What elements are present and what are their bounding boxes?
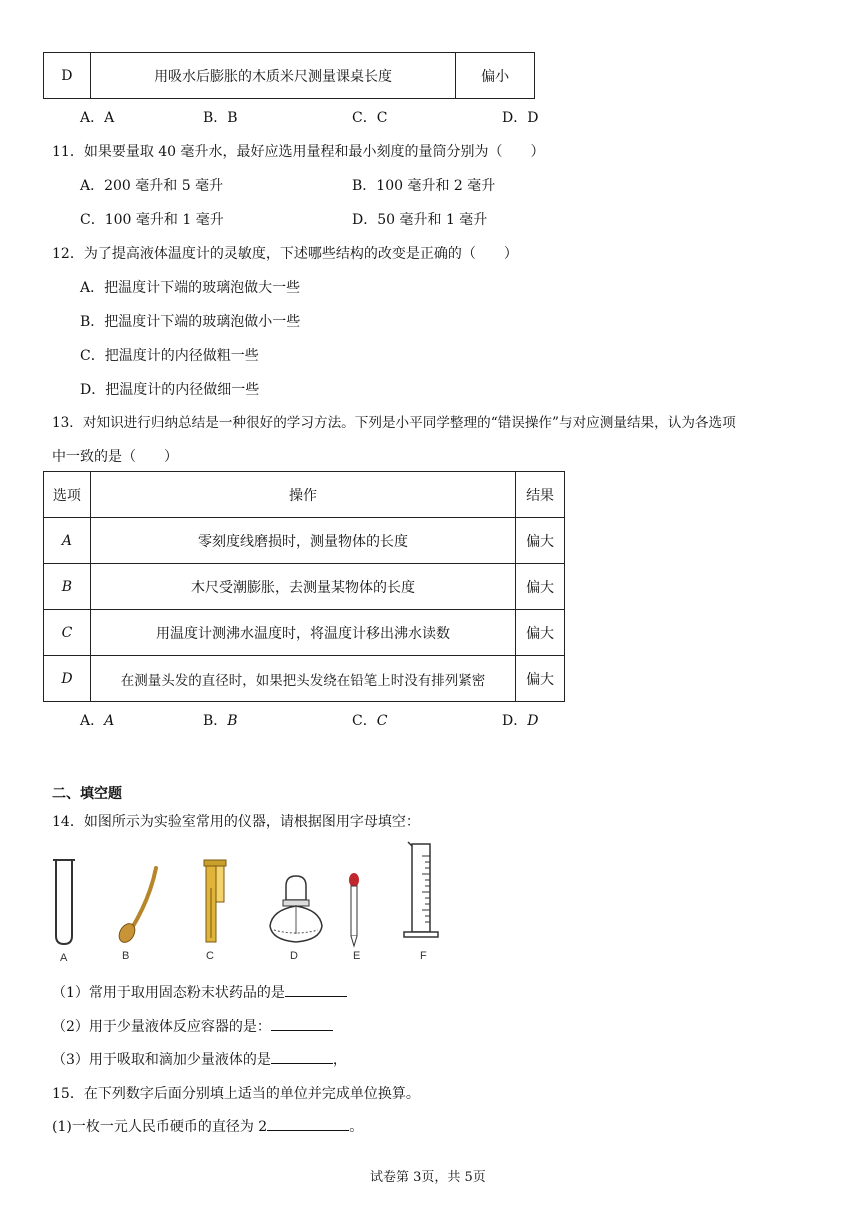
q14-sub3-text: （3）用于吸取和滴加少量液体的是 xyxy=(52,1052,271,1068)
q11-stem: 11．如果要量取 40 毫升水，最好应选用量程和最小刻度的量筒分别为（ ） xyxy=(52,144,545,160)
q14-stem: 14．如图所示为实验室常用的仪器，请根据图用字母填空： xyxy=(52,814,420,830)
q13-stem-line2: 中一致的是（ ） xyxy=(52,449,178,465)
q14-sub3-blank[interactable] xyxy=(271,1049,333,1064)
q14-sub2-text: （2）用于少量液体反应容器的是： xyxy=(52,1019,271,1035)
q12-choice-b[interactable]: B．把温度计下端的玻璃泡做小一些 xyxy=(80,314,301,330)
q15-sub1-tail: 。 xyxy=(349,1119,364,1135)
q12-choice-d[interactable]: D．把温度计的内径做细一些 xyxy=(80,382,260,398)
instrument-label-f: F xyxy=(420,950,427,962)
q13-row-d-option: D xyxy=(44,656,91,702)
table-row xyxy=(44,564,565,610)
q11-choice-c[interactable]: C．100 毫升和 1 毫升 xyxy=(80,212,224,228)
q13-choice-d-prefix: D． xyxy=(502,713,528,729)
page-footer: 试卷第 3页，共 5页 xyxy=(370,1170,486,1185)
tube-clamp-icon xyxy=(204,860,226,942)
instrument-label-b: B xyxy=(122,950,130,962)
q13-stem-line1: 13．对知识进行归纳总结是一种很好的学习方法。下列是小平同学整理的“错误操作”与对应测量结果，认为各选项 xyxy=(52,415,736,431)
q14-sub1 xyxy=(52,982,347,1002)
q13-header-result: 结果 xyxy=(516,472,565,518)
q10-choice-d[interactable]: D．D xyxy=(502,110,539,126)
q14-sub2 xyxy=(52,1016,333,1036)
q14-sub2-blank[interactable] xyxy=(271,1016,333,1031)
top-table xyxy=(43,52,535,99)
q13-choice-b-letter: B xyxy=(227,713,238,729)
section-title: 二、填空题 xyxy=(52,786,122,802)
q13-row-a-option: A xyxy=(44,518,91,564)
table-row xyxy=(44,610,565,656)
q13-row-b-option: B xyxy=(44,564,91,610)
instruments-figure xyxy=(40,838,460,968)
q13-row-c-option: C xyxy=(44,610,91,656)
instrument-label-e: E xyxy=(353,950,361,962)
test-tube-icon xyxy=(53,860,75,944)
q13-header-option: 选项 xyxy=(44,472,91,518)
table-row xyxy=(44,518,565,564)
q12-choice-c[interactable]: C．把温度计的内径做粗一些 xyxy=(80,348,259,364)
q10-choice-b[interactable]: B．B xyxy=(203,110,238,126)
q13-choice-c-letter: C xyxy=(376,713,388,729)
q14-sub1-text: （1）常用于取用固态粉末状药品的是 xyxy=(52,985,285,1001)
q13-choice-a-letter: A xyxy=(104,713,115,729)
instrument-label-c: C xyxy=(206,950,214,962)
spoon-icon xyxy=(116,868,156,945)
q13-header-operation: 操作 xyxy=(90,472,515,518)
q14-sub3-tail: ， xyxy=(332,1052,347,1068)
q13-row-a-result: 偏大 xyxy=(516,518,565,564)
q15-sub1-text: (1)一枚一元人民币硬币的直径为 2 xyxy=(52,1119,268,1135)
q13-row-c-operation: 用温度计测沸水温度时，将温度计移出沸水读数 xyxy=(90,610,515,656)
top-table-result: 偏小 xyxy=(456,53,535,99)
q13-row-d-result: 偏大 xyxy=(516,656,565,702)
q15-stem: 15．在下列数字后面分别填上适当的单位并完成单位换算。 xyxy=(52,1086,420,1102)
q13-choice-d[interactable] xyxy=(502,710,538,730)
q15-sub1 xyxy=(52,1116,363,1136)
q13-choice-a-prefix: A． xyxy=(80,713,105,729)
q12-choice-a[interactable]: A．把温度计下端的玻璃泡做大一些 xyxy=(80,280,301,296)
q13-choice-b-prefix: B． xyxy=(203,713,228,729)
q11-choice-d[interactable]: D．50 毫升和 1 毫升 xyxy=(352,212,488,228)
q13-table xyxy=(43,471,565,702)
table-row xyxy=(44,656,565,702)
top-table-option: D xyxy=(44,53,91,99)
q13-row-a-operation: 零刻度线磨损时，测量物体的长度 xyxy=(90,518,515,564)
q14-sub1-blank[interactable] xyxy=(285,982,347,997)
q10-choice-c[interactable]: C．C xyxy=(352,110,388,126)
alcohol-lamp-icon xyxy=(270,876,322,942)
q14-sub3 xyxy=(52,1049,347,1069)
instrument-label-a: A xyxy=(60,952,68,964)
q10-choice-a[interactable]: A．A xyxy=(80,110,115,126)
q13-row-c-result: 偏大 xyxy=(516,610,565,656)
q13-choice-c[interactable] xyxy=(352,710,387,730)
q11-choice-b[interactable]: B．100 毫升和 2 毫升 xyxy=(352,178,496,194)
instrument-label-d: D xyxy=(290,950,298,962)
q11-choice-a[interactable]: A．200 毫升和 5 毫升 xyxy=(80,178,224,194)
top-table-operation: 用吸水后膨胀的木质米尺测量课桌长度 xyxy=(90,53,455,99)
q13-choice-c-prefix: C． xyxy=(352,713,377,729)
q13-choice-d-letter: D xyxy=(527,713,539,729)
q13-choice-b[interactable] xyxy=(203,710,238,730)
graduated-cylinder-icon xyxy=(404,842,438,937)
q15-sub1-blank[interactable] xyxy=(267,1116,349,1131)
q13-row-b-operation: 木尺受潮膨胀，去测量某物体的长度 xyxy=(90,564,515,610)
q13-row-d-operation: 在测量头发的直径时，如果把头发绕在铅笔上时没有排列紧密 xyxy=(90,656,515,702)
q12-stem: 12．为了提高液体温度计的灵敏度，下述哪些结构的改变是正确的（ ） xyxy=(52,246,518,262)
dropper-icon xyxy=(349,873,359,946)
q13-row-b-result: 偏大 xyxy=(516,564,565,610)
q13-choice-a[interactable] xyxy=(80,710,114,730)
